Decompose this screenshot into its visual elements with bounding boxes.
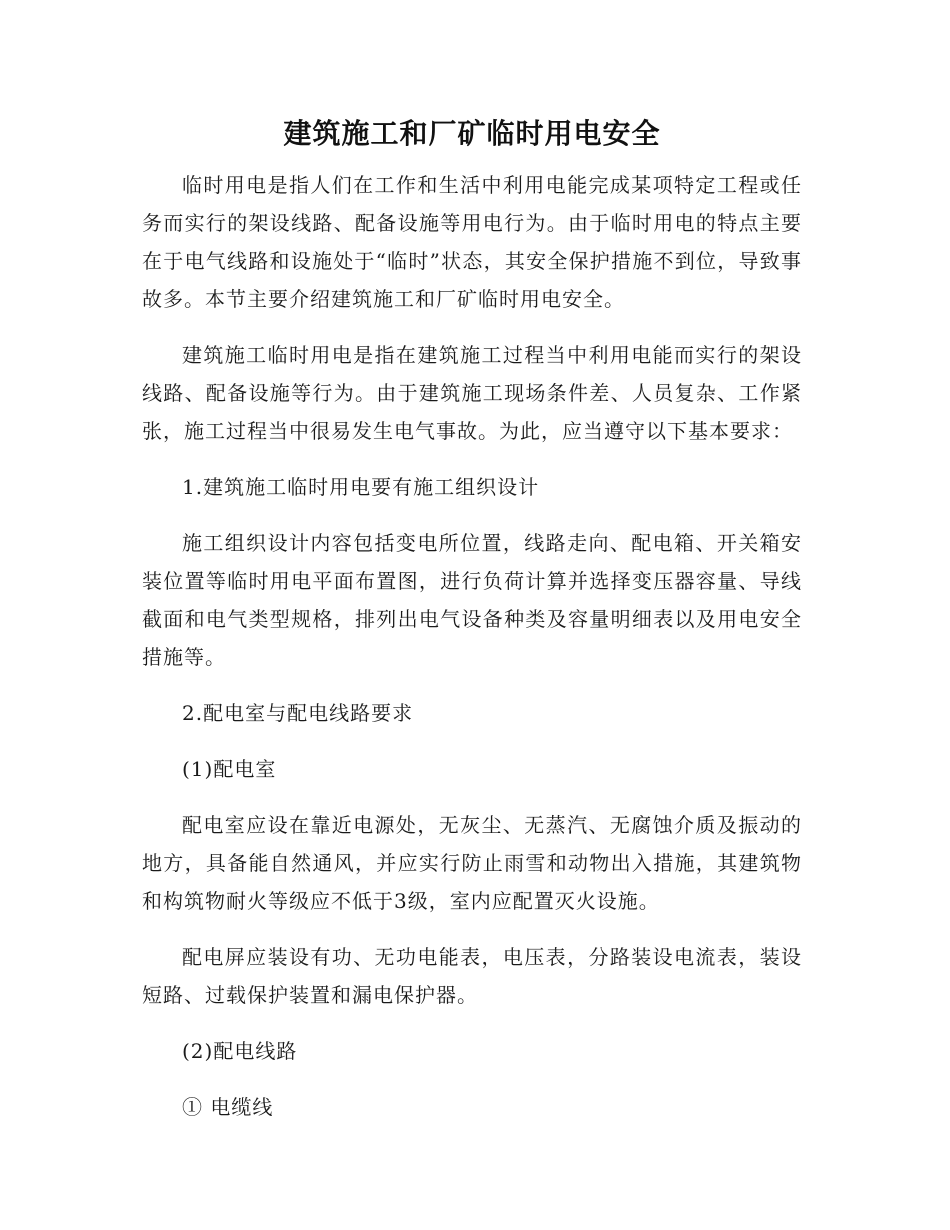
document-title: 建筑施工和厂矿临时用电安全 [283,117,661,150]
paragraph-construction-requirements: 建筑施工临时用电是指在建筑施工过程当中利用电能而实行的架设线路、配备设施等行为。由于建筑施工现场条件差、人员复杂、工作紧张，施工过程当中很易发生电气事故。为此，应当遵守以下基本要求： [142,343,802,443]
paragraph-intro: 临时用电是指人们在工作和生活中利用电能完成某项特定工程或任务而实行的架设线路、配备设施等用电行为。由于临时用电的特点主要在于电气线路和设施处于“临时”状态，其安全保护措施不到位，导致事故多。本节主要介绍建筑施工和厂矿临时用电安全。 [142,173,802,311]
paragraph-construction-design: 施工组织设计内容包括变电所位置，线路走向、配电箱、开关箱安装位置等临时用电平面布置图，进行负荷计算并选择变压器容量、导线截面和电气类型规格，排列出电气设备种类及容量明细表以及用电安全措施等。 [142,531,802,669]
document-body [142,112,802,1144]
subsection-heading-distribution-lines: (2)配电线路 [182,1039,298,1063]
section-heading-2: 2.配电室与配电线路要求 [182,701,414,725]
paragraph-distribution-room: 配电室应设在靠近电源处，无灰尘、无蒸汽、无腐蚀介质及振动的地方，具备能自然通风，并应实行防止雨雪和动物出入措施，其建筑物和构筑物耐火等级应不低于3级，室内应配置灭火设施。 [142,813,802,913]
subsection-heading-distribution-room: (1)配电室 [182,757,277,781]
paragraph-distribution-panel: 配电屏应装设有功、无功电能表，电压表，分路装设电流表，装设短路、过载保护装置和漏电保护器。 [142,945,802,1007]
item-heading-cable: ① 电缆线 [182,1095,274,1119]
section-heading-1: 1.建筑施工临时用电要有施工组织设计 [182,475,540,499]
